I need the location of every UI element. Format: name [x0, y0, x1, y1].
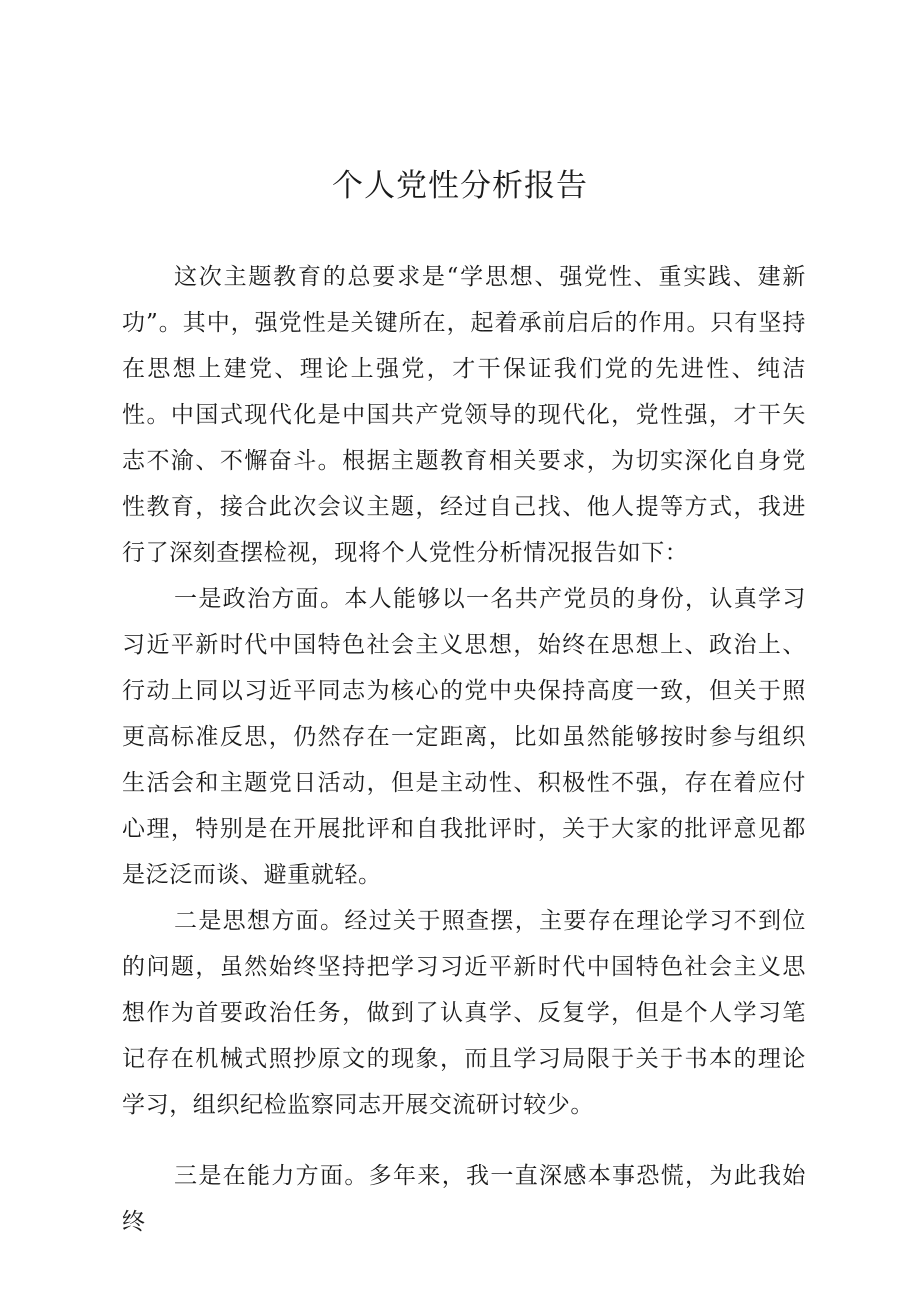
paragraph-ideological: 二是思想方面。经过关于照查摆，主要存在理论学习不到位的问题，虽然始终坚持把学习习近平新时代中国特色社会主义思想作为首要政治任务，做到了认真学、反复学，但是个人学习笔记存在机械式照抄原文的现象，而且学习局限于关于书本的理论学习，组织纪检监察同志开展交流研讨较少。: [122, 908, 806, 1118]
document-body: [122, 254, 806, 1245]
paragraph-political: 一是政治方面。本人能够以一名共产党员的身份，认真学习习近平新时代中国特色社会主义思想，始终在思想上、政治上、行动上同以习近平同志为核心的党中央保持高度一致，但关于照更高标准反思，仍然存在一定距离，比如虽然能够按时参与组织生活会和主题党日活动，但是主动性、积极性不强，存在着应付心理，特别是在开展批评和自我批评时，关于大家的批评意见都是泛泛而谈、避重就轻。: [122, 586, 806, 888]
paragraph-intro: 这次主题教育的总要求是“学思想、强党性、重实践、建新功”。其中，强党性是关键所在，起着承前启后的作用。只有坚持在思想上建党、理论上强党，才干保证我们党的先进性、纯洁性。中国式现代化是中国共产党领导的现代化，党性强，才干矢志不渝、不懈奋斗。根据主题教育相关要求，为切实深化自身党性教育，接合此次会议主题，经过自己找、他人提等方式，我进行了深刻查摆检视，现将个人党性分析情况报告如下：: [122, 264, 806, 566]
paragraph-ability: 三是在能力方面。多年来，我一直深感本事恐慌，为此我始终: [122, 1163, 806, 1235]
document-title: 个人党性分析报告: [332, 168, 588, 204]
